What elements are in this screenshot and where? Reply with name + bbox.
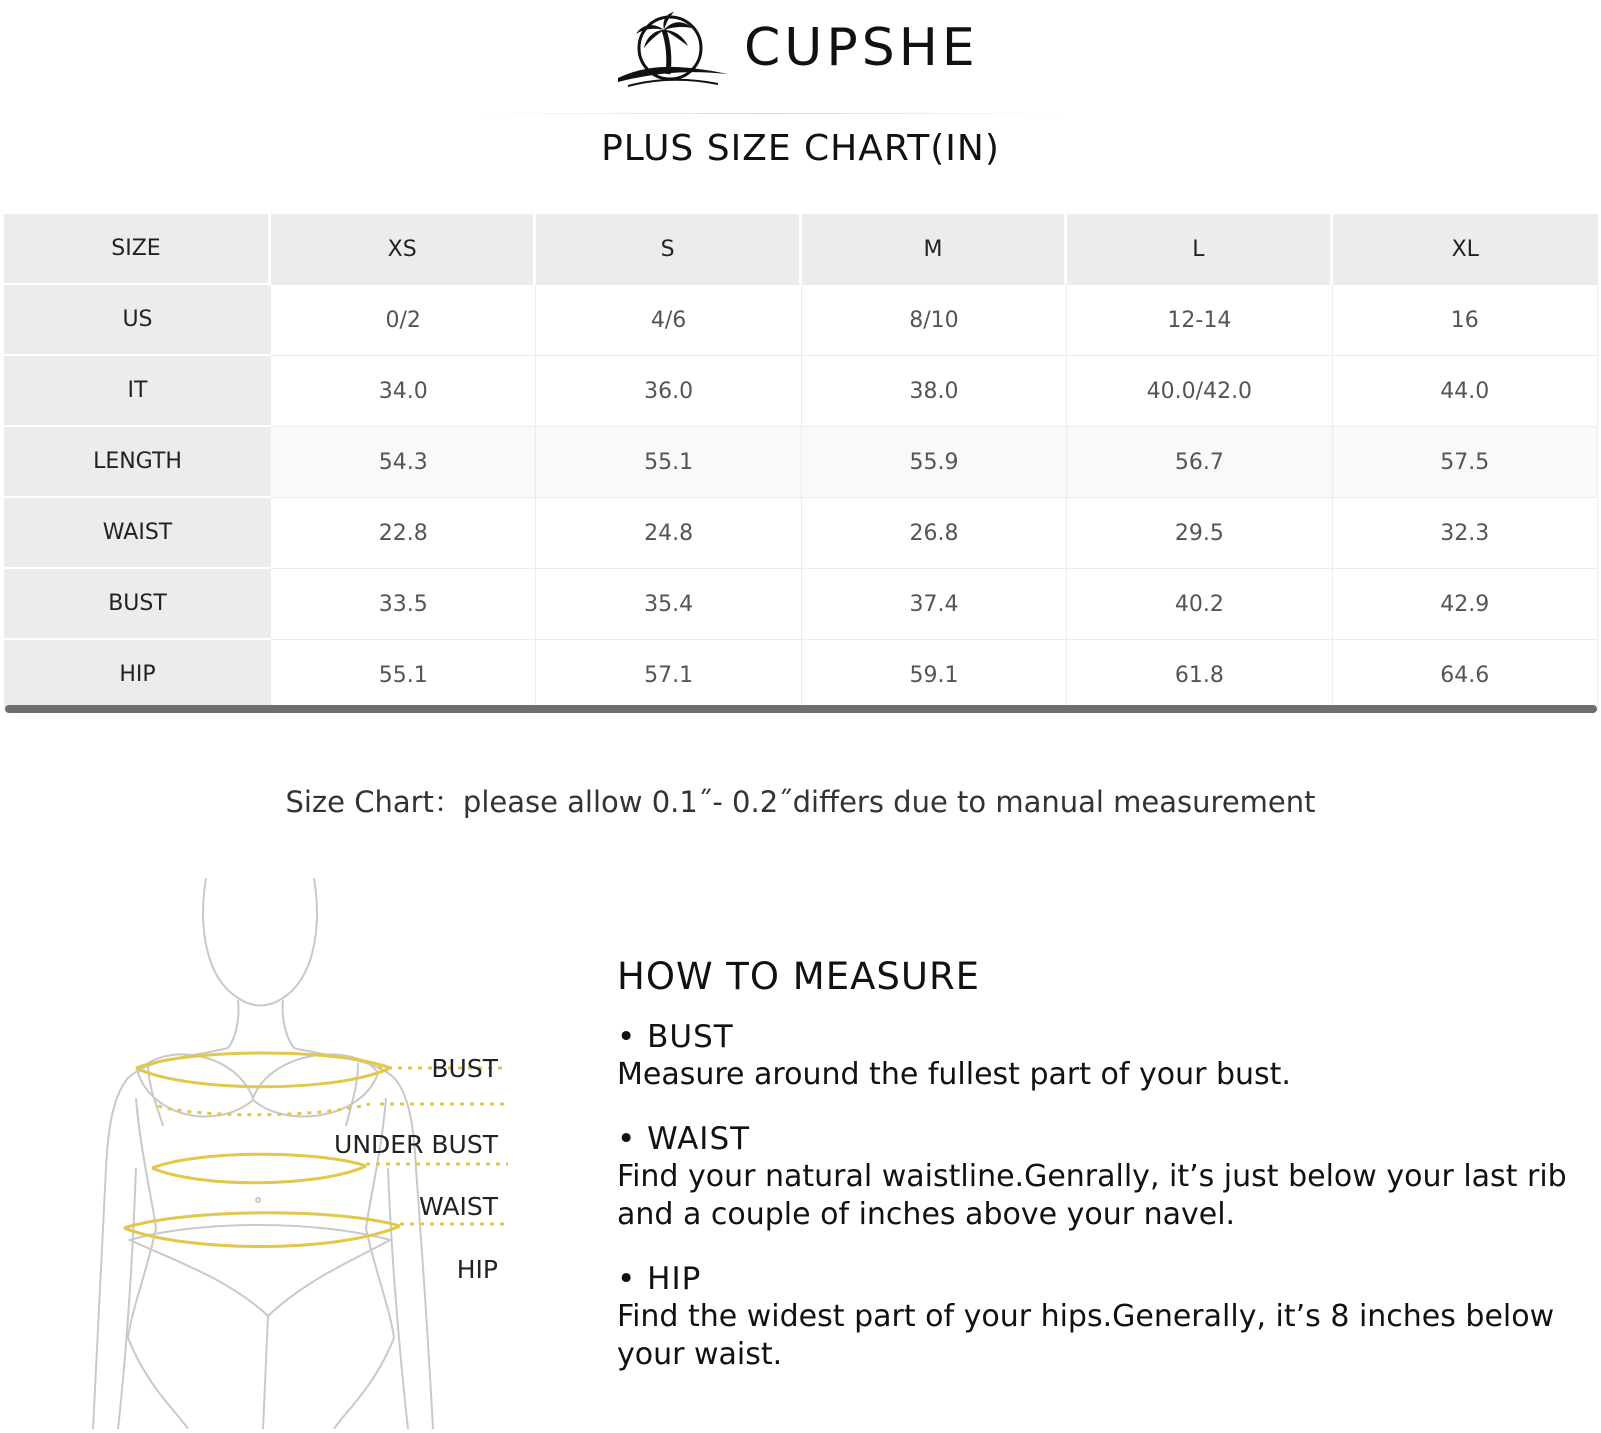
table-cell: 64.6 (1333, 640, 1598, 711)
header-cell: SIZE (4, 214, 271, 285)
figure-label-waist: WAIST (419, 1192, 498, 1221)
table-cell: 26.8 (802, 498, 1067, 569)
row-label: US (4, 285, 271, 356)
table-cell: 0/2 (271, 285, 536, 356)
table-cell: 34.0 (271, 356, 536, 427)
header-cell: XL (1333, 214, 1598, 285)
table-bottom-bar (5, 705, 1597, 713)
measure-item-title: • WAIST (617, 1121, 751, 1157)
measure-item-desc: Find your natural waistline.Genrally, it’s just below your last rib and a couple of inches above your navel. (617, 1159, 1567, 1232)
table-row (4, 640, 1598, 711)
table-cell: 4/6 (536, 285, 801, 356)
how-to-measure-title: HOW TO MEASURE (617, 955, 981, 998)
row-label: IT (4, 356, 271, 427)
row-label: LENGTH (4, 427, 271, 498)
table-cell: 29.5 (1067, 498, 1332, 569)
table-cell: 59.1 (802, 640, 1067, 711)
table-row (4, 285, 1598, 356)
table-cell: 38.0 (802, 356, 1067, 427)
divider (470, 113, 1070, 114)
table-header-row (4, 214, 1598, 285)
table-cell: 42.9 (1333, 569, 1598, 640)
table-cell: 61.8 (1067, 640, 1332, 711)
table-cell: 55.1 (536, 427, 801, 498)
table-cell: 57.5 (1333, 427, 1598, 498)
row-label: BUST (4, 569, 271, 640)
row-label: WAIST (4, 498, 271, 569)
palm-island-icon (618, 12, 738, 92)
table-cell: 54.3 (271, 427, 536, 498)
brand-logo (618, 12, 998, 92)
table-row (4, 427, 1598, 498)
table-cell: 16 (1333, 285, 1598, 356)
measure-item-title: • HIP (617, 1261, 702, 1297)
brand-name: CUPSHE (744, 18, 979, 78)
measure-item-bust (617, 1018, 1577, 1094)
table-row (4, 356, 1598, 427)
table-cell: 55.1 (271, 640, 536, 711)
header-cell: XS (271, 214, 536, 285)
table-cell: 44.0 (1333, 356, 1598, 427)
table-cell: 32.3 (1333, 498, 1598, 569)
measurement-note: Size Chart：please allow 0.1˝- 0.2˝differs due to manual measurement (285, 785, 1316, 819)
table-cell: 36.0 (536, 356, 801, 427)
table-cell: 40.2 (1067, 569, 1332, 640)
measure-item-hip (617, 1260, 1577, 1374)
size-chart-table (4, 214, 1598, 711)
figure-label-hip: HIP (456, 1255, 498, 1284)
table-cell: 55.9 (802, 427, 1067, 498)
measure-item-waist (617, 1120, 1577, 1234)
table-row (4, 569, 1598, 640)
figure-label-bust: BUST (431, 1054, 498, 1083)
table-cell: 24.8 (536, 498, 801, 569)
measure-item-desc: Measure around the fullest part of your bust. (617, 1057, 1291, 1092)
table-cell: 37.4 (802, 569, 1067, 640)
table-cell: 22.8 (271, 498, 536, 569)
header-cell: S (536, 214, 801, 285)
header-cell: L (1067, 214, 1332, 285)
table-cell: 33.5 (271, 569, 536, 640)
header-cell: M (802, 214, 1067, 285)
how-to-measure (617, 955, 1577, 1400)
table-cell: 12-14 (1067, 285, 1332, 356)
table-cell: 8/10 (802, 285, 1067, 356)
figure-label-under-bust: UNDER BUST (334, 1130, 498, 1159)
table-cell: 57.1 (536, 640, 801, 711)
measure-item-desc: Find the widest part of your hips.Generally, it’s 8 inches below your waist. (617, 1299, 1555, 1372)
table-cell: 56.7 (1067, 427, 1332, 498)
table-cell: 40.0/42.0 (1067, 356, 1332, 427)
row-label: HIP (4, 640, 271, 711)
measure-item-title: • BUST (617, 1019, 734, 1055)
chart-title: PLUS SIZE CHART(IN) (601, 128, 1000, 169)
table-row (4, 498, 1598, 569)
table-cell: 35.4 (536, 569, 801, 640)
body-figure (88, 868, 528, 1429)
